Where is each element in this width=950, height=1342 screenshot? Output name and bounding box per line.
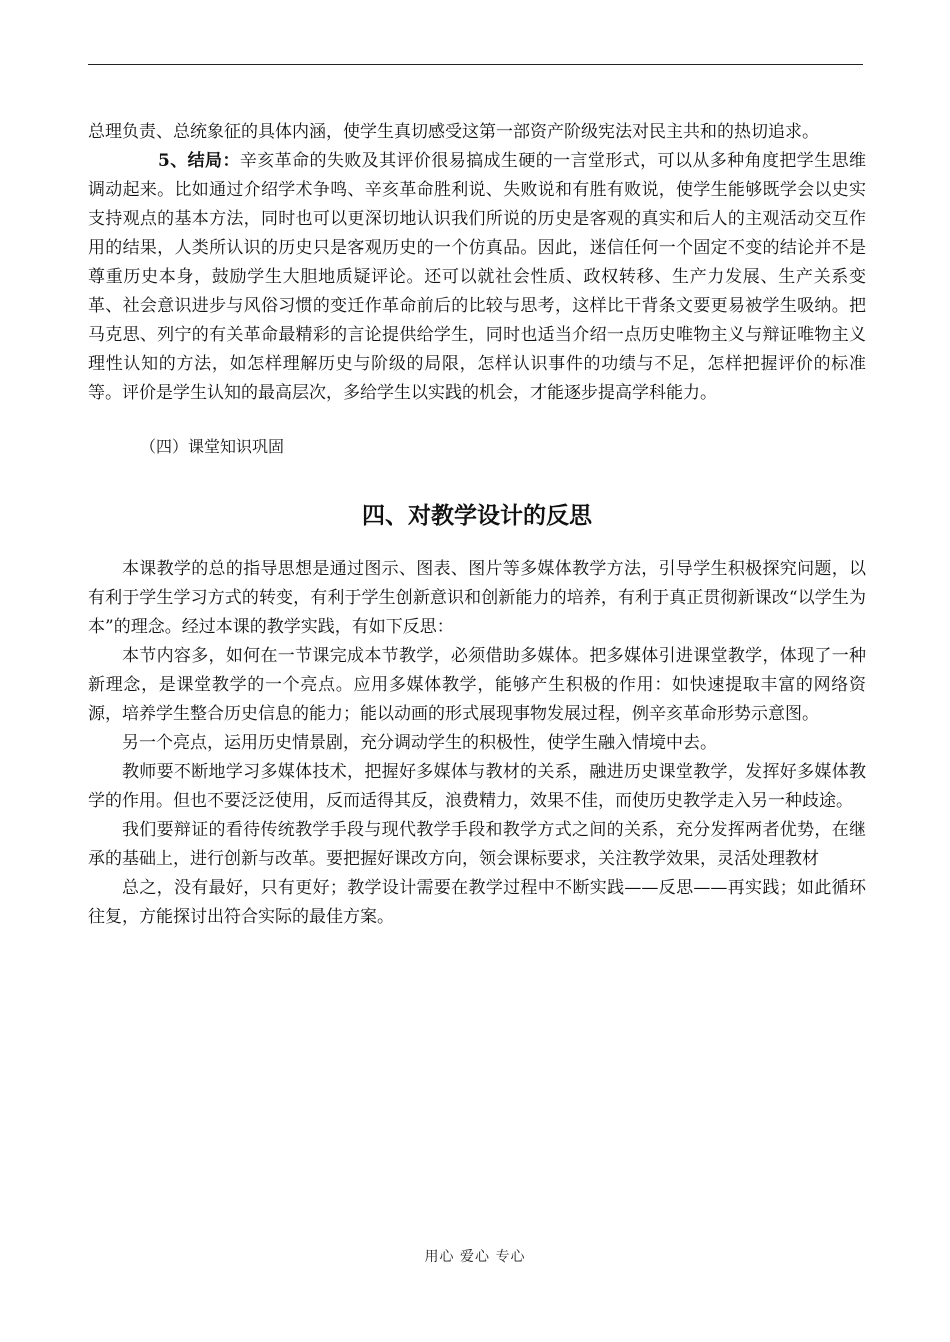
- reflection-paragraph: 本节内容多，如何在一节课完成本节教学，必须借助多媒体。把多媒体引进课堂教学，体现了一种新理念，是课堂教学的一个亮点。应用多媒体教学，能够产生积极的作用：如快速提取丰富的网络资源，培养学生整合历史信息的能力；能以动画的形式展现事物发展过程，例辛亥革命形势示意图。: [88, 646, 866, 724]
- reflection-paragraph: 我们要辩证的看待传统教学手段与现代教学手段和教学方式之间的关系，充分发挥两者优势，在继承的基础上，进行创新与改革。要把握好课改方向，领会课标要求，关注教学效果，灵活处理教材: [88, 820, 866, 869]
- item-5-body: 辛亥革命的失败及其评价很易搞成生硬的一言堂形式，可以从多种角度把学生思维调动起来。比如通过介绍学术争鸣、辛亥革命胜利说、失败说和有胜有败说，使学生能够既学会以史实支持观点的基本方法，同时也可以更深切地认识我们所说的历史是客观的真实和后人的主观活动交互作用的结果，人类所认识的历史只是客观历史的一个仿真品。因此，迷信任何一个固定不变的结论并不是尊重历史本身，鼓励学生大胆地质疑评论。还可以就社会性质、政权转移、生产力发展、生产关系变革、社会意识进步与风俗习惯的变迁作革命前后的比较与思考，这样比干背条文要更易被学生吸纳。把马克思、列宁的有关革命最精彩的言论提供给学生，同时也适当介绍一点历史唯物主义与辩证唯物主义理性认知的方法，如怎样理解历史与阶级的局限，怎样认识事件的功绩与不足，怎样把握评价的标准等。评价是学生认知的最高层次，多给学生以实践的机会，才能逐步提高学科能力。: [88, 151, 866, 403]
- reflection-paragraph: 教师要不断地学习多媒体技术，把握好多媒体与教材的关系，融进历史课堂教学，发挥好多媒体教学的作用。但也不要泛泛使用，反而适得其反，浪费精力，效果不佳，而使历史教学走入另一种歧途。: [88, 762, 866, 811]
- page-footer: 用心 爱心 专心: [424, 1249, 526, 1265]
- subheading: （四）课堂知识巩固: [140, 437, 285, 456]
- reflection-paragraph: 总之，没有最好，只有更好；教学设计需要在教学过程中不断实践——反思——再实践；如此循环往复，方能探讨出符合实际的最佳方案。: [88, 878, 866, 927]
- header-rule: [88, 64, 863, 65]
- page-body: [88, 118, 866, 932]
- reflection-paragraph: 本课教学的总的指导思想是通过图示、图表、图片等多媒体教学方法，引导学生积极探究问题，以有利于学生学习方式的转变，有利于学生创新意识和创新能力的培养，有利于真正贯彻新课改“以学生为本”的理念。经过本课的教学实践，有如下反思：: [88, 559, 866, 637]
- reflection-paragraph: 另一个亮点，运用历史情景剧，充分调动学生的积极性，使学生融入情境中去。: [122, 733, 717, 753]
- item-5-paragraph: [88, 147, 866, 408]
- continued-paragraph: 总理负责、总统象征的具体内涵，使学生真切感受这第一部资产阶级宪法对民主共和的热切追求。: [88, 122, 819, 142]
- item-5-lead: 5、结局：: [158, 151, 240, 171]
- section-title: 四、对教学设计的反思: [362, 502, 592, 529]
